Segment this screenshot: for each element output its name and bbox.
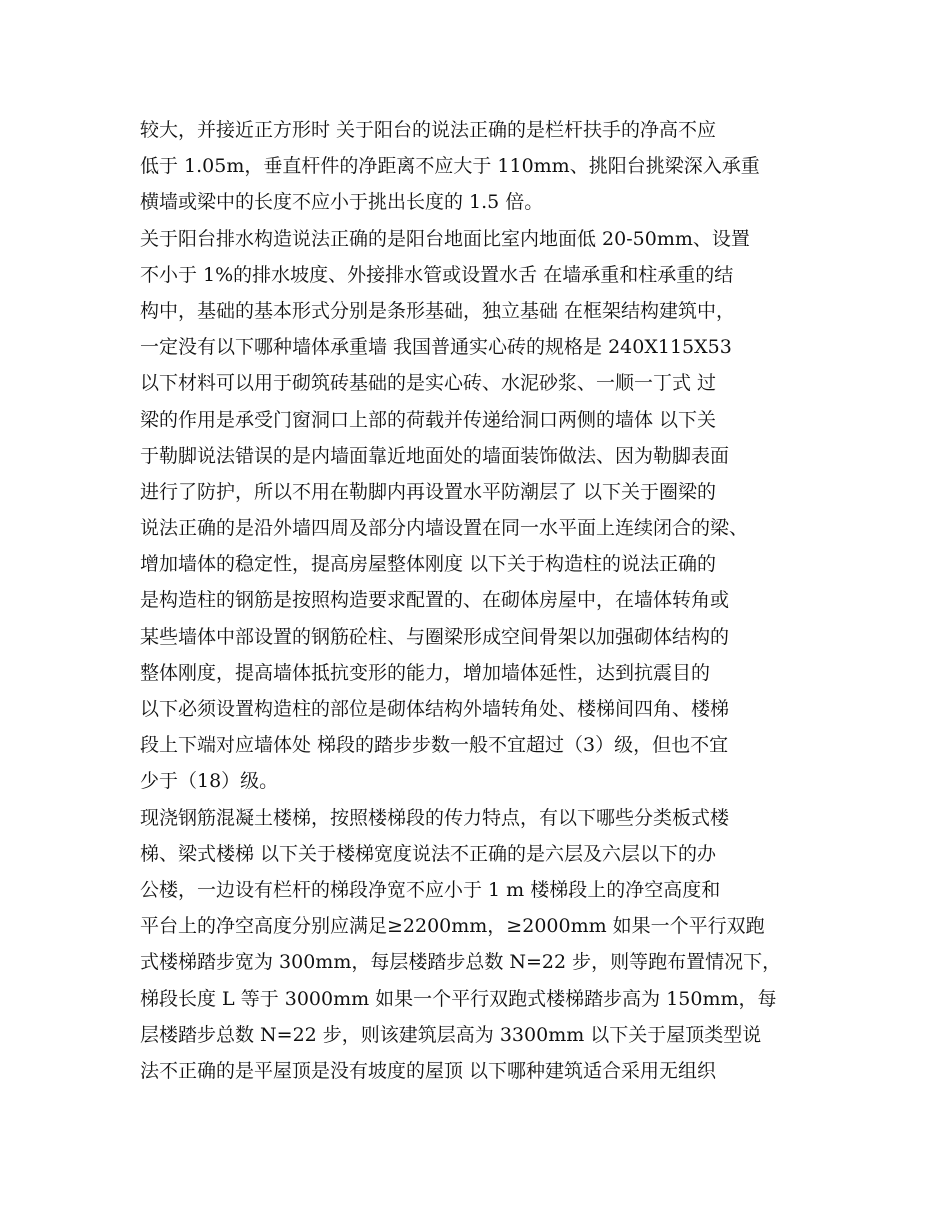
text-line: 式楼梯踏步宽为 300mm，每层楼踏步总数 N=22 步，则等跑布置情况下， (140, 951, 782, 974)
text-line: 以下材料可以用于砌筑砖基础的是实心砖、水泥砂浆、一顺一丁式 过 (140, 372, 717, 395)
text-line: 关于阳台排水构造说法正确的是阳台地面比室内地面低 20-50mm、设置 (140, 227, 750, 250)
text-line: 梁的作用是承受门窗洞口上部的荷载并传递给洞口两侧的墙体 以下关 (140, 408, 717, 431)
text-line: 横墙或梁中的长度不应小于挑出长度的 1.5 倍。 (140, 191, 544, 214)
text-line: 梯、梁式楼梯 以下关于楼梯宽度说法不正确的是六层及六层以下的办 (140, 842, 717, 865)
text-line: 进行了防护，所以不用在勒脚内再设置水平防潮层了 以下关于圈梁的 (140, 480, 717, 503)
text-line: 梯段长度 L 等于 3000mm 如果一个平行双跑式楼梯踏步高为 150mm，每 (140, 987, 777, 1010)
text-line: 少于（18）级。 (140, 770, 279, 793)
text-line: 说法正确的是沿外墙四周及部分内墙设置在同一水平面上连续闭合的梁、 (140, 517, 749, 540)
text-line: 构中，基础的基本形式分别是条形基础，独立基础 在框架结构建筑中， (140, 299, 736, 322)
text-line: 层楼踏步总数 N=22 步，则该建筑层高为 3300mm 以下关于屋顶类型说 (140, 1023, 762, 1046)
body-text (140, 112, 830, 1089)
text-line: 某些墙体中部设置的钢筋砼柱、与圈梁形成空间骨架以加强砌体结构的 (140, 625, 730, 648)
text-line: 增加墙体的稳定性，提高房屋整体刚度 以下关于构造柱的说法正确的 (140, 553, 717, 576)
text-line: 法不正确的是平屋顶是没有坡度的屋顶 以下哪种建筑适合采用无组织 (140, 1059, 717, 1082)
text-line: 于勒脚说法错误的是内墙面靠近地面处的墙面装饰做法、因为勒脚表面 (140, 444, 730, 467)
text-line: 以下必须设置构造柱的部位是砌体结构外墙转角处、楼梯间四角、楼梯 (140, 698, 730, 720)
text-line: 低于 1.05m，垂直杆件的净距离不应大于 110mm、挑阳台挑梁深入承重 (140, 155, 760, 178)
text-line: 公楼，一边设有栏杆的梯段净宽不应小于 1 m 楼梯段上的净空高度和 (140, 878, 721, 901)
text-line: 是构造柱的钢筋是按照构造要求配置的、在砌体房屋中，在墙体转角或 (140, 589, 730, 612)
text-line: 现浇钢筋混凝土楼梯，按照楼梯段的传力特点，有以下哪些分类板式楼 (140, 806, 730, 829)
text-line: 一定没有以下哪种墙体承重墙 我国普通实心砖的规格是 240X115X53 (140, 336, 732, 359)
text-line: 平台上的净空高度分别应满足≥2200mm，≥2000mm 如果一个平行双跑 (140, 915, 765, 938)
text-line: 不小于 1%的排水坡度、外接排水管或设置水舌 在墙承重和柱承重的结 (140, 263, 734, 286)
text-line: 段上下端对应墙体处 梯段的踏步步数一般不宜超过（3）级，但也不宜 (140, 734, 729, 757)
text-line: 较大，并接近正方形时 关于阳台的说法正确的是栏杆扶手的净高不应 (140, 119, 717, 141)
text-line: 整体刚度，提高墙体抵抗变形的能力，增加墙体延性，达到抗震目的 (140, 661, 711, 684)
